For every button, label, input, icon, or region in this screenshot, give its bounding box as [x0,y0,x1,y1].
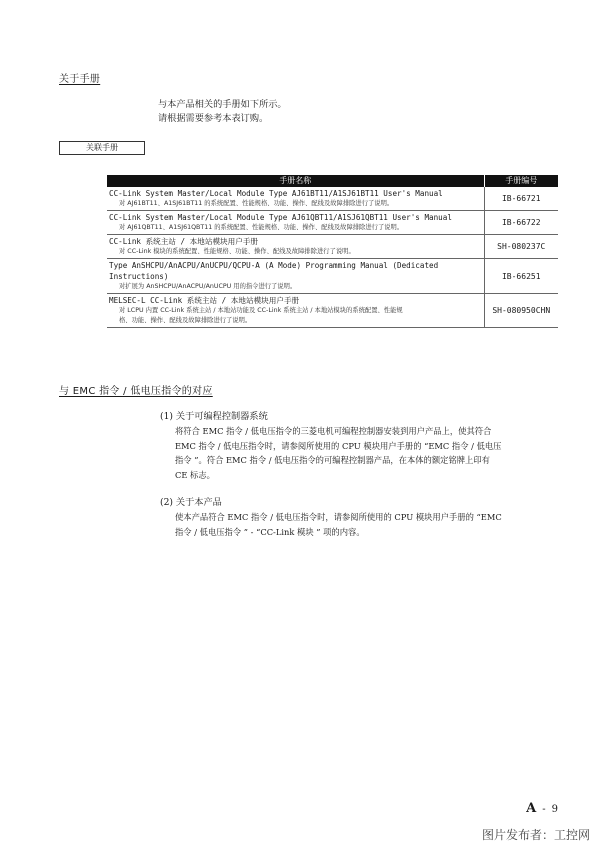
manual-cell [107,187,484,211]
emc-item-heading: (1) 关于可编程控制器系统 [160,411,268,422]
manual-number: IB-66251 [484,259,558,294]
manual-title: MELSEC-L CC-Link 系统主站 / 本地站模块用户手册 [109,296,300,305]
publisher-watermark: 图片发布者：工控网 [481,828,590,842]
table-row [107,187,558,211]
table-row [107,259,558,294]
manual-title: Type AnSHCPU/AnACPU/AnUCPU/QCPU-A (A Mode) Programming Manual (Dedicated [109,261,439,270]
table-row [107,294,558,328]
manual-description: 对 LCPU 内置 CC-Link 系统主站 / 本地站功能及 CC-Link 系统主站 / 本地站模块的系统配置、性能规 [119,307,403,314]
manual-title: CC-Link System Master/Local Module Type AJ61QBT11/A1SJ61QBT11 User's Manual [109,213,452,222]
manual-title: CC-Link 系统主站 / 本地站模块用户手册 [109,237,259,246]
body-line: 使本产品符合 EMC 指令 / 低电压指令时，请参阅所使用的 CPU 模块用户手册的 “EMC [175,512,502,522]
intro-line: 与本产品相关的手册如下所示。 [158,99,287,110]
manual-description: 对 AJ61BT11、A1SJ61BT11 的系统配置、性能规格、功能、操作、配线及故障排除进行了说明。 [119,200,394,207]
emc-item-body [160,510,502,539]
page-digit: 9 [551,804,558,815]
intro-line: 请根据需要参考本表订购。 [158,113,269,124]
body-line: 指令 / 低电压指令 ” - “CC-Link 模块 ” 项的内容。 [175,526,365,537]
section-title-manuals: 关于手册 [59,74,101,85]
body-line: 指令 ”。符合 EMC 指令 / 低电压指令的可编程控制器产品，在本体的额定铭牌上印有 [175,455,490,465]
page-number [526,801,558,816]
header-manual-number: 手册编号 [484,175,558,187]
manual-number: IB-66721 [484,187,558,211]
manual-cell [107,294,484,328]
manual-title: CC-Link System Master/Local Module Type AJ61BT11/A1SJ61BT11 User's Manual [109,189,443,198]
manual-description: 对扩展为 AnSHCPU/AnACPU/AnUCPU 用的指令进行了说明。 [119,283,297,290]
body-line: CE 标志。 [175,469,215,480]
page-dash: - [542,804,546,815]
manual-description: 格、功能、操作、配线及故障排除进行了说明。 [119,317,252,324]
table-header-row [107,175,558,187]
intro-text [158,98,287,126]
manual-title: Instructions) [109,272,169,281]
emc-item [160,410,501,482]
emc-item-heading: (2) 关于本产品 [160,497,222,508]
emc-item-body [160,424,501,482]
body-line: 将符合 EMC 指令 / 低电压指令的三菱电机可编程控制器安装到用户产品上，使其符合 [175,426,492,436]
manual-number: IB-66722 [484,211,558,235]
related-manuals-tag: 关联手册 [59,141,145,155]
manual-number: SH-080237C [484,235,558,259]
table-row [107,211,558,235]
page-letter: A [526,801,537,816]
manual-description: 对 CC-Link 模块的系统配置、性能规格、功能、操作、配线及故障排除进行了说明。 [119,248,355,255]
manual-cell [107,235,484,259]
manual-number: SH-080950CHN [484,294,558,328]
emc-item [160,496,502,539]
manual-cell [107,211,484,235]
manual-cell [107,259,484,294]
header-manual-name: 手册名称 [107,175,484,187]
table-row [107,235,558,259]
manual-description: 对 AJ61QBT11、A1SJ61QBT11 的系统配置、性能规格、功能、操作、配线及故障排除进行了说明。 [119,224,404,231]
manuals-table [107,175,558,328]
section-title-emc: 与 EMC 指令 / 低电压指令的对应 [59,386,213,397]
body-line: EMC 指令 / 低电压指令时，请参阅所使用的 CPU 模块用户手册的 “EMC 指令 / 低电压 [175,440,502,451]
